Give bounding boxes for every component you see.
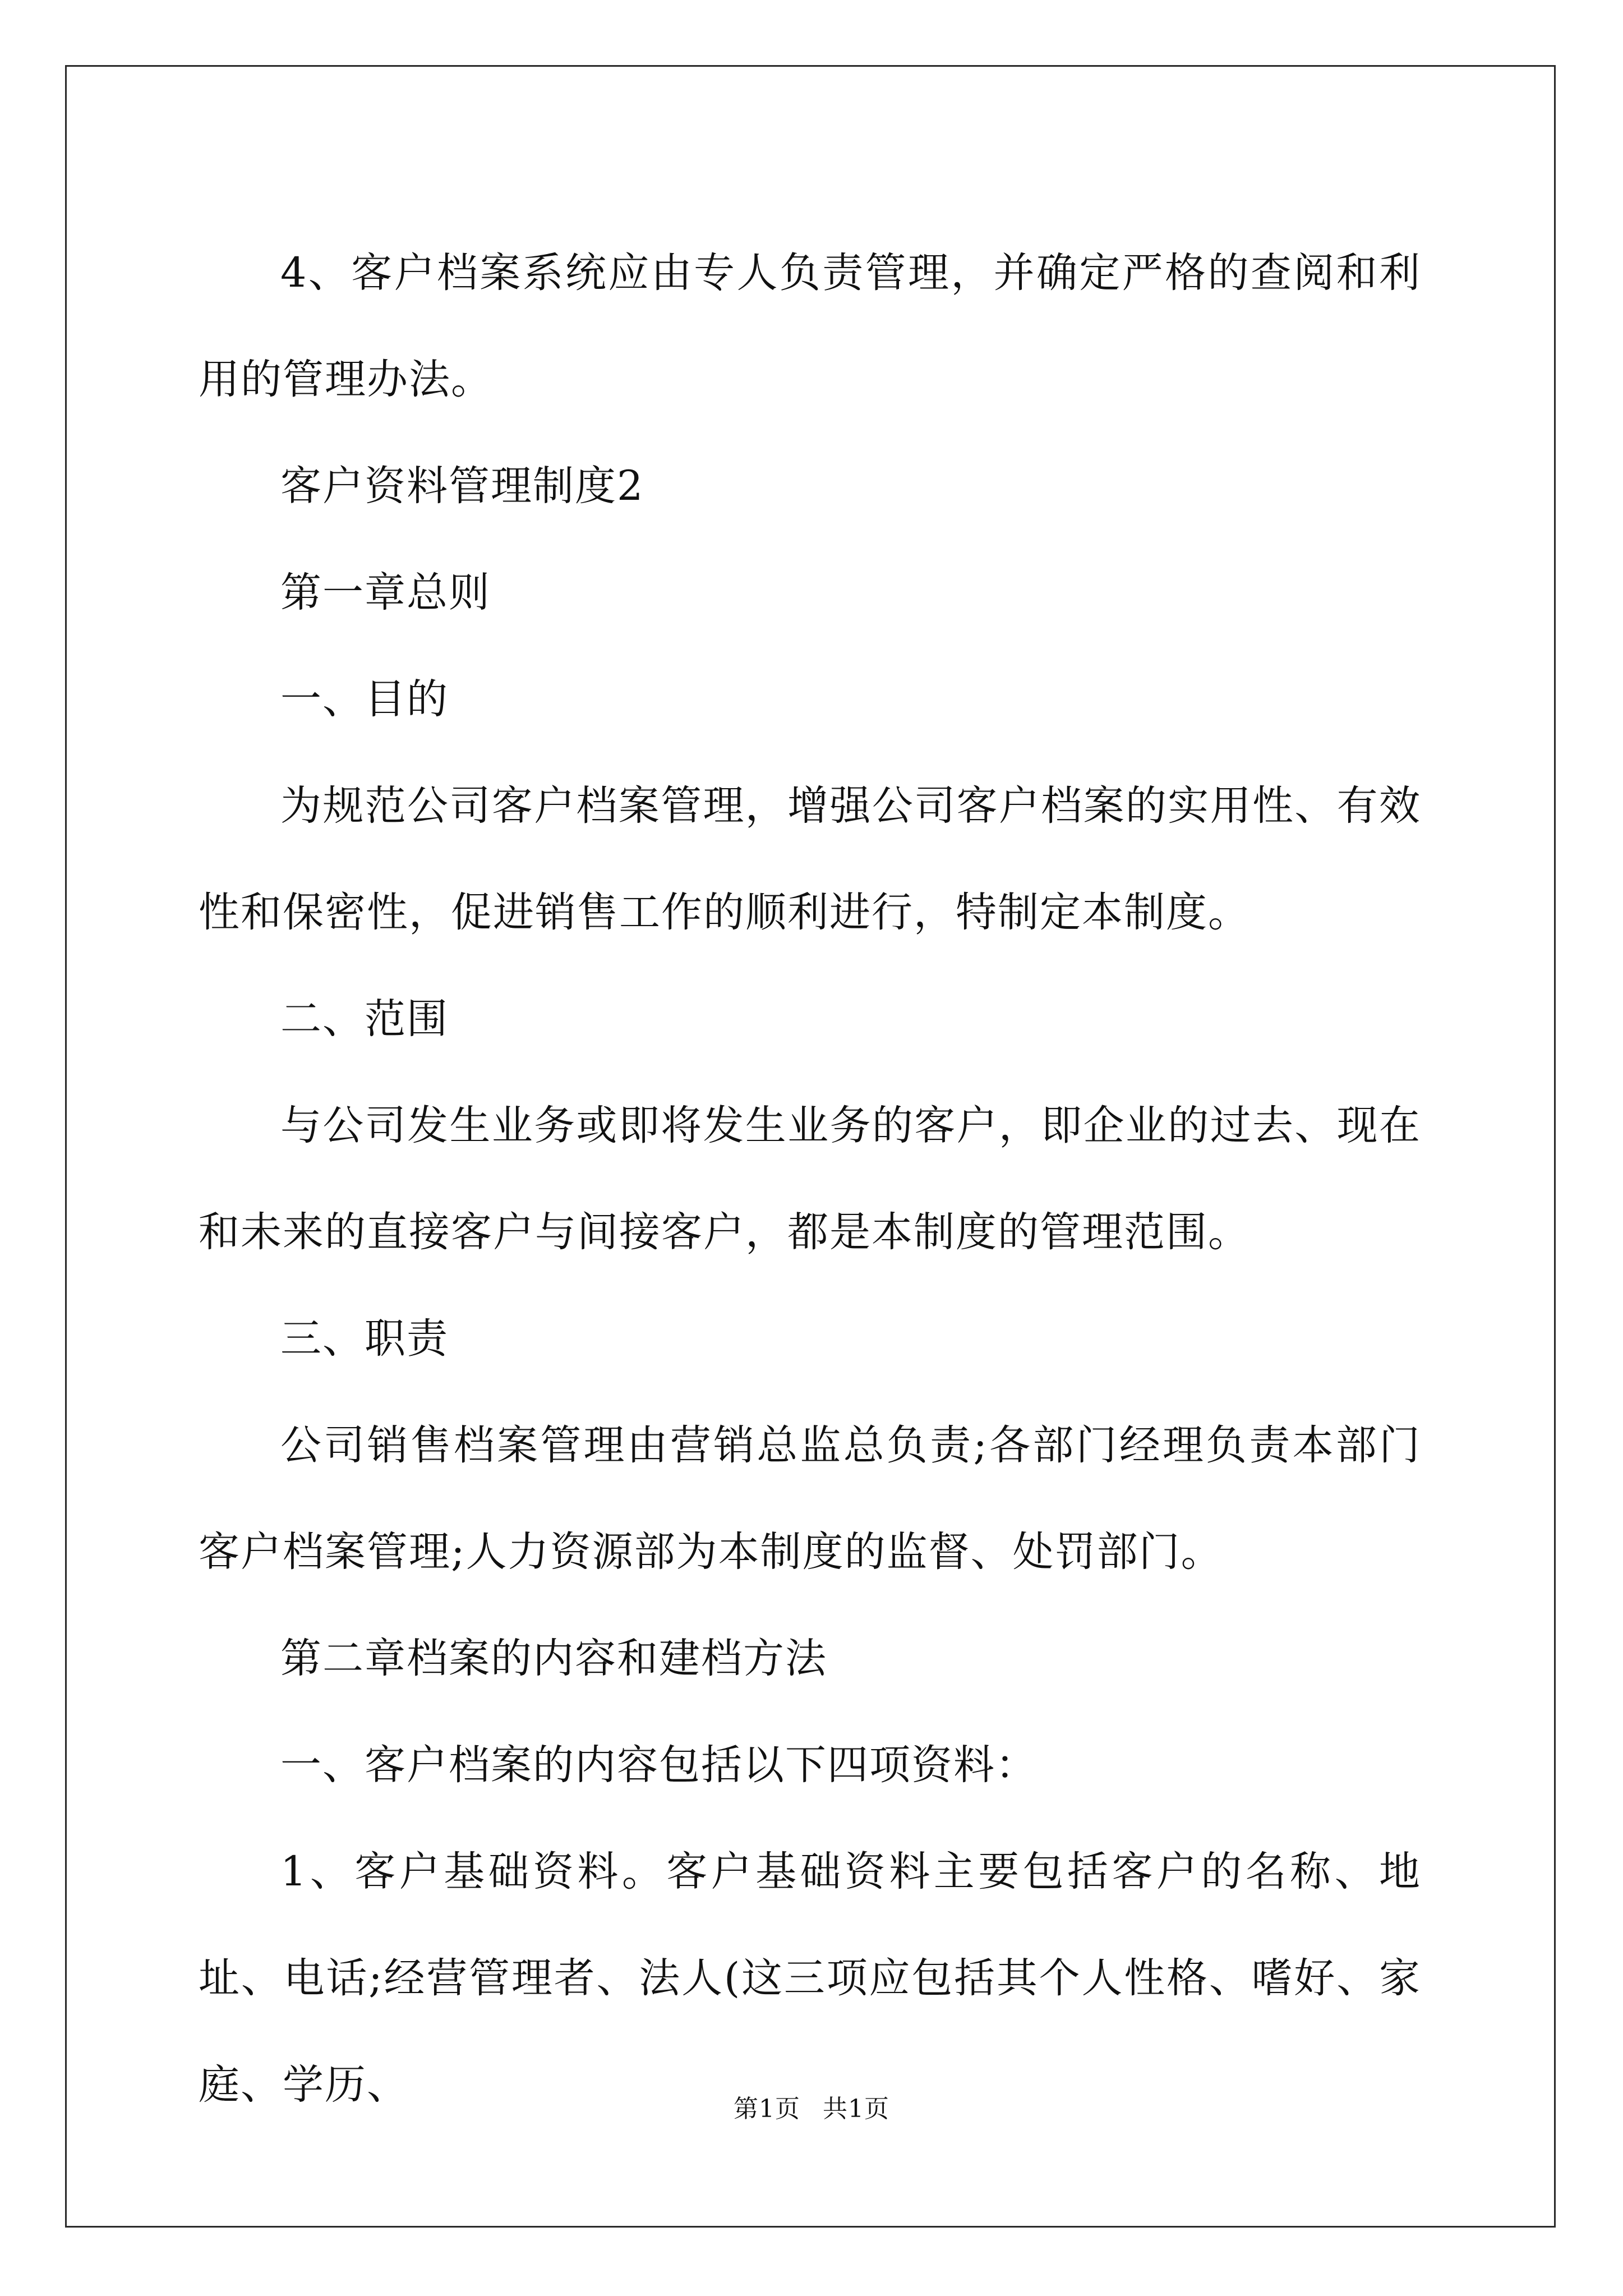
section-title: 客户资料管理制度2 [280,462,644,510]
page-footer [0,2092,1623,2126]
paragraph-duties: 公司销售档案管理由营销总监总负责;各部门经理负责本部门客户档案管理;人力资源部为本制度的监督、处罚部门。 [199,1421,1421,1576]
chapter-heading-1: 第一章总则 [280,569,491,616]
subheading-purpose: 一、目的 [280,675,449,723]
paragraph-clause-4: 4、客户档案系统应由专人负责管理，并确定严格的查阅和利用的管理办法。 [199,249,1421,403]
subheading-scope: 二、范围 [280,995,449,1043]
document-body [199,220,1421,2138]
page-total: 共1页 [823,2095,889,2123]
paragraph-purpose: 为规范公司客户档案管理，增强公司客户档案的实用性、有效性和保密性，促进销售工作的顺利进行，特制定本制度。 [199,782,1421,936]
paragraph-scope: 与公司发生业务或即将发生业务的客户，即企业的过去、现在和未来的直接客户与间接客户，都是本制度的管理范围。 [199,1102,1421,1256]
subheading-archive-content: 一、客户档案的内容包括以下四项资料： [280,1741,1038,1789]
chapter-heading-2: 第二章档案的内容和建档方法 [280,1635,827,1682]
paragraph-basic-info: 1、客户基础资料。客户基础资料主要包括客户的名称、地址、电话;经营管理者、法人(这三项应包括其个人性格、嗜好、家庭、学历、 [199,1848,1421,2109]
page-number: 第1页 [734,2095,800,2123]
subheading-duties: 三、职责 [280,1315,449,1363]
